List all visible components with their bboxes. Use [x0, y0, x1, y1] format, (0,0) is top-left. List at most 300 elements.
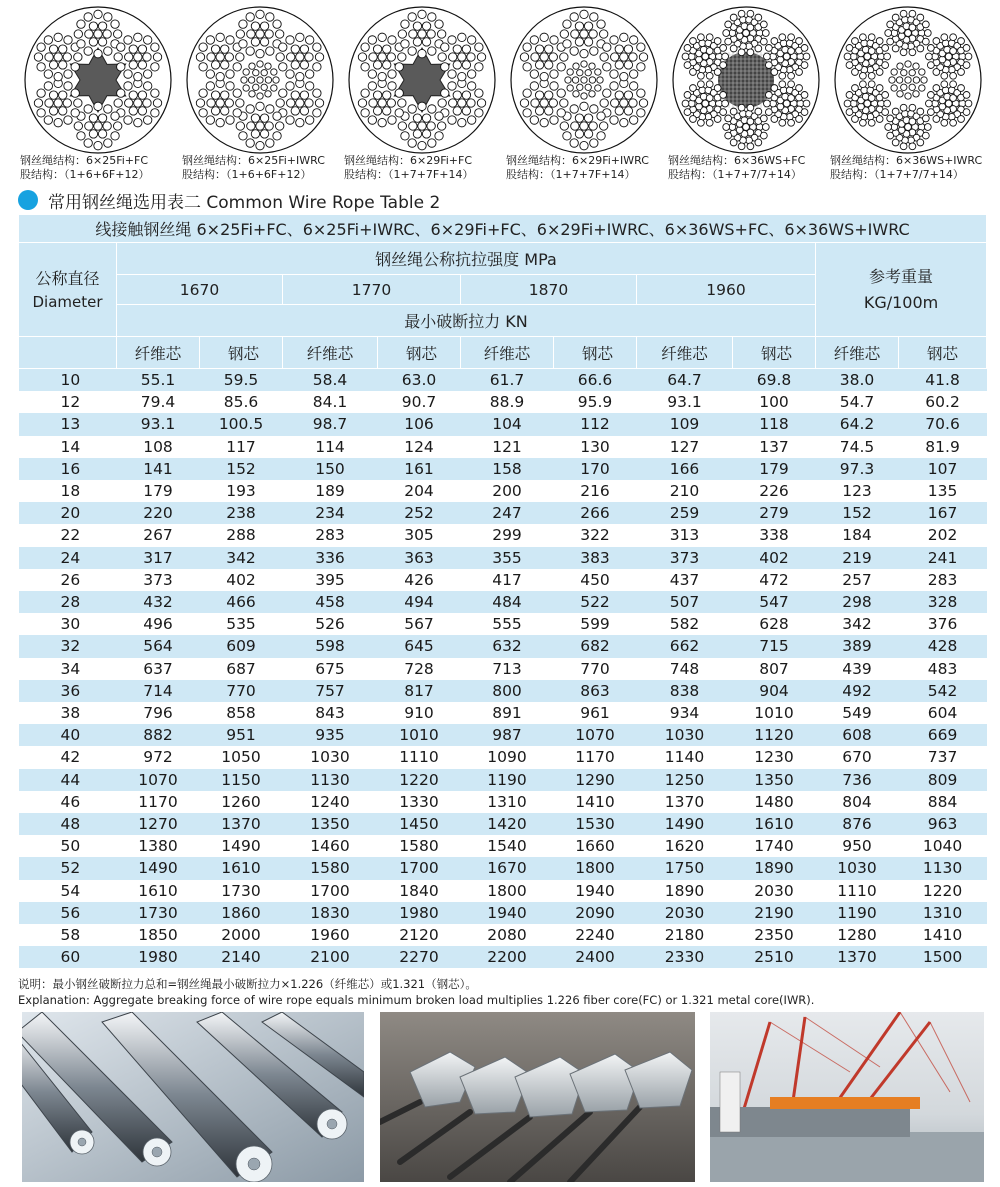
grade-1870: 1870 [461, 275, 637, 305]
value-cell: 317 [117, 547, 200, 569]
value-cell: 713 [492, 659, 522, 678]
diagram-6x25fi-iwrc [180, 0, 342, 185]
value-cell: 220 [117, 502, 200, 524]
value-cell: 107 [899, 458, 987, 480]
diameter-cell: 50 [60, 837, 81, 856]
value-cell: 1330 [399, 792, 439, 811]
strand-label: 股结构：（1+7+7F+14） [506, 168, 636, 181]
value-cell: 1170 [138, 792, 178, 811]
value-cell: 41.8 [899, 369, 987, 392]
structure-label: 钢丝绳结构：6×36WS+IWRC [830, 154, 983, 167]
value-cell: 1960 [310, 926, 350, 945]
table-row [19, 791, 987, 813]
value-cell: 1170 [575, 748, 615, 767]
value-cell: 64.7 [637, 369, 733, 392]
value-cell: 202 [927, 526, 958, 545]
cross-section-icon [671, 5, 821, 155]
diagram-6x36ws-fc [666, 0, 828, 185]
value-cell: 118 [733, 413, 816, 435]
value-cell: 313 [669, 526, 700, 545]
value-cell: 1530 [554, 813, 637, 835]
structure-label: 钢丝绳结构：6×36WS+FC [668, 154, 806, 167]
table-row [19, 369, 987, 392]
value-cell: 97.3 [816, 458, 899, 480]
value-cell: 342 [200, 547, 283, 569]
value-cell: 1800 [487, 881, 527, 900]
value-cell: 1090 [487, 748, 527, 767]
value-cell: 114 [315, 437, 345, 456]
value-cell: 64.2 [816, 413, 899, 435]
cross-section-icon [509, 5, 659, 155]
value-cell: 522 [554, 591, 637, 613]
table-row [19, 658, 987, 680]
value-cell: 1270 [117, 813, 200, 835]
value-cell: 687 [226, 659, 256, 678]
fiber-core-header: 纤维芯 [637, 337, 733, 369]
value-cell: 682 [554, 635, 637, 657]
table-row [19, 413, 987, 435]
value-cell: 58.4 [283, 369, 378, 392]
value-cell: 54.7 [839, 393, 875, 412]
strand-label: 股结构：（1+6+6F+12） [20, 168, 150, 181]
value-cell: 1070 [117, 769, 200, 791]
table-row [19, 502, 987, 524]
value-cell: 247 [461, 502, 554, 524]
value-cell: 84.1 [312, 393, 348, 412]
offshore-crane-image-icon [710, 1012, 984, 1182]
value-cell: 158 [461, 458, 554, 480]
value-cell: 216 [580, 482, 610, 501]
value-cell: 1120 [733, 724, 816, 746]
diameter-cell: 42 [60, 748, 81, 767]
value-cell: 376 [927, 615, 958, 634]
value-cell: 1260 [221, 792, 261, 811]
value-cell: 252 [378, 502, 461, 524]
value-cell: 1250 [637, 769, 733, 791]
value-cell: 152 [200, 458, 283, 480]
value-cell: 796 [143, 704, 173, 723]
value-cell: 963 [899, 813, 987, 835]
cross-section-icon [185, 5, 335, 155]
value-cell: 564 [117, 635, 200, 657]
value-cell: 204 [404, 482, 434, 501]
value-cell: 1230 [754, 748, 794, 767]
table-row [19, 769, 987, 791]
value-cell: 241 [899, 547, 987, 569]
value-cell: 1500 [899, 946, 987, 968]
value-cell: 1830 [283, 902, 378, 924]
value-cell: 2030 [637, 902, 733, 924]
value-cell: 2330 [637, 946, 733, 968]
value-cell: 1190 [461, 769, 554, 791]
value-cell: 1420 [461, 813, 554, 835]
value-cell: 950 [842, 837, 872, 856]
value-cell: 1410 [575, 792, 615, 811]
table-caption: 线接触钢丝绳 6×25Fi+FC、6×25Fi+IWRC、6×29Fi+FC、6×29Fi+IWRC、6×36WS+FC、6×36WS+IWRC [19, 215, 987, 243]
value-cell: 179 [143, 482, 173, 501]
table-row [19, 480, 987, 502]
value-cell: 299 [492, 526, 522, 545]
value-cell: 632 [461, 635, 554, 657]
value-cell: 1410 [922, 926, 963, 945]
value-cell: 1750 [637, 857, 733, 879]
table-row [19, 746, 987, 768]
value-cell: 179 [733, 458, 816, 480]
value-cell: 598 [283, 635, 378, 657]
value-cell: 675 [315, 659, 345, 678]
wire-rope-table [18, 214, 987, 968]
value-cell: 152 [816, 502, 899, 524]
value-cell: 238 [200, 502, 283, 524]
table-row [19, 902, 987, 924]
value-cell: 137 [759, 437, 789, 456]
value-cell: 1040 [922, 837, 963, 856]
value-cell: 715 [733, 635, 816, 657]
steel-core-header: 钢芯 [200, 337, 283, 369]
diameter-cell: 28 [19, 591, 117, 613]
value-cell: 219 [816, 547, 899, 569]
diagram-6x29fi-fc [342, 0, 504, 185]
value-cell: 100 [759, 393, 789, 412]
diameter-cell: 60 [19, 946, 117, 968]
value-cell: 389 [816, 635, 899, 657]
diameter-cell: 56 [19, 902, 117, 924]
value-cell: 2350 [754, 926, 794, 945]
value-cell: 106 [378, 413, 461, 435]
value-cell: 124 [404, 437, 434, 456]
value-cell: 95.9 [577, 393, 613, 412]
value-cell: 728 [404, 659, 434, 678]
fiber-core-header: 纤维芯 [283, 337, 378, 369]
value-cell: 637 [143, 659, 173, 678]
value-cell: 935 [283, 724, 378, 746]
value-cell: 63.0 [378, 369, 461, 392]
steel-core-header: 钢芯 [733, 337, 816, 369]
grade-1770: 1770 [283, 275, 461, 305]
value-cell: 951 [200, 724, 283, 746]
value-cell: 1840 [399, 881, 439, 900]
value-cell: 535 [226, 615, 256, 634]
value-cell: 135 [927, 482, 958, 501]
diameter-cell: 34 [60, 659, 81, 678]
value-cell: 645 [378, 635, 461, 657]
value-cell: 1350 [283, 813, 378, 835]
value-cell: 1030 [310, 748, 350, 767]
value-cell: 2140 [200, 946, 283, 968]
value-cell: 1940 [461, 902, 554, 924]
table-row [19, 613, 987, 635]
diameter-cell: 36 [19, 680, 117, 702]
value-cell: 322 [580, 526, 610, 545]
diagram-6x36ws-iwrc [828, 0, 990, 185]
table-row [19, 391, 987, 413]
value-cell: 1670 [461, 857, 554, 879]
value-cell: 1010 [754, 704, 794, 723]
value-cell: 402 [733, 547, 816, 569]
diameter-cell: 20 [19, 502, 117, 524]
value-cell: 2190 [733, 902, 816, 924]
value-cell: 336 [283, 547, 378, 569]
value-cell: 234 [283, 502, 378, 524]
value-cell: 38.0 [816, 369, 899, 392]
diameter-cell: 58 [60, 926, 81, 945]
value-cell: 373 [143, 570, 173, 589]
value-cell: 770 [200, 680, 283, 702]
value-cell: 402 [226, 570, 256, 589]
value-cell: 2120 [399, 926, 439, 945]
value-cell: 1620 [664, 837, 705, 856]
fiber-core-header: 纤维芯 [816, 337, 899, 369]
weight-label-en: KG/100m [863, 292, 939, 312]
table-row [19, 591, 987, 613]
value-cell: 104 [461, 413, 554, 435]
value-cell: 2510 [733, 946, 816, 968]
value-cell: 141 [117, 458, 200, 480]
value-cell: 817 [378, 680, 461, 702]
cross-section-icon [347, 5, 497, 155]
value-cell: 1370 [664, 792, 705, 811]
value-cell: 1850 [138, 926, 178, 945]
value-cell: 2200 [461, 946, 554, 968]
value-cell: 1310 [487, 792, 527, 811]
value-cell: 1070 [554, 724, 637, 746]
value-cell: 117 [226, 437, 256, 456]
cross-section-diagrams [0, 0, 1000, 185]
value-cell: 355 [461, 547, 554, 569]
value-cell: 257 [842, 570, 872, 589]
value-cell: 123 [842, 482, 872, 501]
value-cell: 582 [669, 615, 700, 634]
wire-rope-ends-photo [22, 1012, 364, 1182]
value-cell: 483 [927, 659, 958, 678]
value-cell: 74.5 [839, 437, 875, 456]
value-cell: 1370 [200, 813, 283, 835]
value-cell: 439 [842, 659, 872, 678]
value-cell: 55.1 [117, 369, 200, 392]
value-cell: 934 [669, 704, 700, 723]
value-cell: 1030 [816, 857, 899, 879]
value-cell: 1860 [200, 902, 283, 924]
blank-header-cell [19, 337, 117, 369]
value-cell: 1140 [664, 748, 705, 767]
value-cell: 66.6 [554, 369, 637, 392]
value-cell: 150 [283, 458, 378, 480]
value-cell: 2030 [754, 881, 794, 900]
value-cell: 736 [816, 769, 899, 791]
value-cell: 1150 [200, 769, 283, 791]
value-cell: 279 [733, 502, 816, 524]
value-cell: 1490 [117, 857, 200, 879]
strand-label: 股结构：（1+7+7F+14） [344, 168, 474, 181]
value-cell: 170 [554, 458, 637, 480]
value-cell: 395 [315, 570, 345, 589]
value-cell: 1490 [221, 837, 261, 856]
value-cell: 2400 [554, 946, 637, 968]
value-cell: 288 [226, 526, 256, 545]
cross-section-icon [23, 5, 173, 155]
value-cell: 69.8 [733, 369, 816, 392]
structure-label: 钢丝绳结构：6×25Fi+FC [20, 154, 149, 167]
value-cell: 342 [842, 615, 872, 634]
table-row [19, 680, 987, 702]
value-cell: 1130 [283, 769, 378, 791]
value-cell: 226 [759, 482, 789, 501]
value-cell: 1110 [399, 748, 439, 767]
value-cell: 70.6 [899, 413, 987, 435]
fiber-core-header: 纤维芯 [117, 337, 200, 369]
value-cell: 549 [842, 704, 872, 723]
value-cell: 305 [404, 526, 434, 545]
value-cell: 85.6 [223, 393, 259, 412]
value-cell: 1380 [138, 837, 178, 856]
value-cell: 283 [315, 526, 345, 545]
value-cell: 2080 [487, 926, 527, 945]
value-cell: 987 [461, 724, 554, 746]
table-row [19, 880, 987, 902]
value-cell: 1610 [733, 813, 816, 835]
bullet-dot-icon [18, 190, 38, 210]
note-en: Explanation: Aggregate breaking force of wire rope equals minimum broken load multiplies 1.226 fiber core(FC) or 1.321 metal core(IWR). [18, 993, 815, 1007]
steel-core-header: 钢芯 [899, 337, 987, 369]
value-cell: 884 [927, 792, 958, 811]
diameter-label-cn: 公称直径 [35, 268, 100, 288]
value-cell: 1700 [378, 857, 461, 879]
value-cell: 328 [899, 591, 987, 613]
value-cell: 609 [200, 635, 283, 657]
value-cell: 1280 [837, 926, 877, 945]
value-cell: 910 [404, 704, 434, 723]
value-cell: 484 [461, 591, 554, 613]
value-cell: 108 [143, 437, 173, 456]
value-cell: 972 [143, 748, 173, 767]
table-row [19, 924, 987, 946]
rope-sockets-photo [380, 1012, 695, 1182]
value-cell: 1540 [487, 837, 527, 856]
value-cell: 1740 [754, 837, 794, 856]
structure-label: 钢丝绳结构：6×25Fi+IWRC [182, 154, 325, 167]
diameter-cell: 48 [19, 813, 117, 835]
breaking-header: 最小破断拉力 KN [117, 305, 816, 337]
value-cell: 714 [117, 680, 200, 702]
value-cell: 59.5 [200, 369, 283, 392]
diagram-6x25fi-fc [18, 0, 180, 185]
value-cell: 863 [554, 680, 637, 702]
value-cell: 1700 [310, 881, 350, 900]
value-cell: 93.1 [667, 393, 702, 412]
diameter-cell: 12 [60, 393, 81, 412]
value-cell: 1890 [664, 881, 705, 900]
wire-rope-ends-image-icon [22, 1012, 364, 1182]
value-cell: 1030 [637, 724, 733, 746]
table-row [19, 946, 987, 968]
value-cell: 426 [404, 570, 434, 589]
value-cell: 189 [315, 482, 345, 501]
diameter-cell: 46 [60, 792, 81, 811]
value-cell: 662 [637, 635, 733, 657]
diameter-cell: 10 [19, 369, 117, 392]
value-cell: 1480 [754, 792, 794, 811]
value-cell: 876 [816, 813, 899, 835]
value-cell: 93.1 [117, 413, 200, 435]
diameter-cell: 26 [60, 570, 81, 589]
value-cell: 100.5 [200, 413, 283, 435]
diameter-cell: 52 [19, 857, 117, 879]
value-cell: 1130 [899, 857, 987, 879]
value-cell: 882 [117, 724, 200, 746]
diameter-cell: 40 [19, 724, 117, 746]
table-row [19, 835, 987, 857]
value-cell: 804 [842, 792, 872, 811]
strand-label: 股结构：（1+6+6F+12） [182, 168, 312, 181]
value-cell: 1800 [554, 857, 637, 879]
value-cell: 1050 [221, 748, 261, 767]
value-cell: 1220 [378, 769, 461, 791]
value-cell: 2090 [554, 902, 637, 924]
value-cell: 466 [200, 591, 283, 613]
cross-section-icon [833, 5, 983, 155]
table-row [19, 702, 987, 724]
value-cell: 1490 [637, 813, 733, 835]
diameter-cell: 44 [19, 769, 117, 791]
value-cell: 2240 [575, 926, 615, 945]
value-cell: 98.7 [283, 413, 378, 435]
strand-label: 股结构：（1+7+7/7+14） [830, 168, 964, 181]
value-cell: 2270 [378, 946, 461, 968]
table-row [19, 436, 987, 458]
structure-label: 钢丝绳结构：6×29Fi+FC [344, 154, 473, 167]
value-cell: 1580 [399, 837, 439, 856]
table-row [19, 569, 987, 591]
value-cell: 60.2 [925, 393, 960, 412]
value-cell: 858 [226, 704, 256, 723]
value-cell: 1980 [117, 946, 200, 968]
value-cell: 167 [899, 502, 987, 524]
weight-label-cn: 参考重量 [869, 266, 934, 286]
steel-core-header: 钢芯 [554, 337, 637, 369]
table-row [19, 635, 987, 657]
table-row [19, 524, 987, 546]
section-title: 常用钢丝绳选用表二 Common Wire Rope Table 2 [48, 192, 441, 213]
value-cell: 259 [637, 502, 733, 524]
table-row [19, 724, 987, 746]
value-cell: 1730 [221, 881, 261, 900]
value-cell: 383 [554, 547, 637, 569]
value-cell: 807 [759, 659, 789, 678]
value-cell: 2000 [221, 926, 261, 945]
value-cell: 507 [637, 591, 733, 613]
value-cell: 127 [669, 437, 700, 456]
structure-label: 钢丝绳结构：6×29Fi+IWRC [506, 154, 649, 167]
value-cell: 81.9 [925, 437, 960, 456]
value-cell: 458 [283, 591, 378, 613]
value-cell: 1460 [310, 837, 350, 856]
value-cell: 109 [637, 413, 733, 435]
value-cell: 193 [226, 482, 256, 501]
value-cell: 1010 [378, 724, 461, 746]
diameter-cell: 30 [60, 615, 81, 634]
value-cell: 1370 [816, 946, 899, 968]
value-cell: 838 [637, 680, 733, 702]
diameter-label-en: Diameter [32, 292, 103, 311]
value-cell: 210 [669, 482, 700, 501]
value-cell: 567 [404, 615, 434, 634]
diameter-cell: 54 [60, 881, 81, 900]
value-cell: 2100 [283, 946, 378, 968]
value-cell: 555 [492, 615, 522, 634]
diagram-6x29fi-iwrc [504, 0, 666, 185]
value-cell: 61.7 [461, 369, 554, 392]
value-cell: 267 [143, 526, 173, 545]
